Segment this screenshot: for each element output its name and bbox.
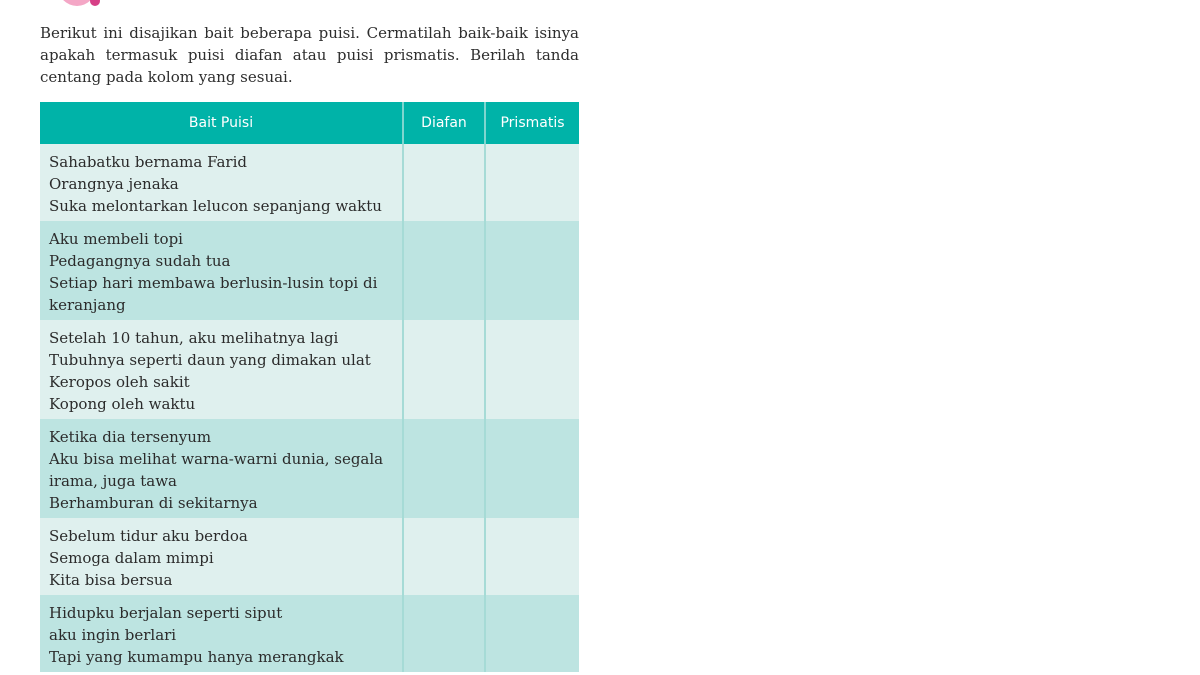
poem-classification-table (40, 102, 579, 672)
table-row (40, 144, 579, 221)
prismatis-check-cell[interactable] (485, 595, 579, 672)
decorative-illustration (58, 0, 104, 8)
poem-stanza-cell (40, 419, 403, 518)
diafan-check-cell[interactable] (403, 320, 485, 419)
prismatis-check-cell[interactable] (485, 144, 579, 221)
prismatis-check-cell[interactable] (485, 419, 579, 518)
table-row (40, 419, 579, 518)
diafan-check-cell[interactable] (403, 419, 485, 518)
diafan-check-cell[interactable] (403, 221, 485, 320)
diafan-check-cell[interactable] (403, 518, 485, 595)
poem-line: Keropos oleh sakit (49, 373, 190, 391)
table-row (40, 320, 579, 419)
instructions-text: Berikut ini disajikan bait beberapa puisi. Cermatilah baik-baik isinya apakah termasuk puisi diafan atau puisi prismatis. Berilah tanda centang pada kolom yang sesuai. (40, 24, 579, 86)
poem-line: aku ingin berlari (49, 626, 177, 644)
table-header-row (40, 102, 579, 144)
column-header-diafan: Diafan (403, 102, 485, 144)
poem-line: Sahabatku bernama Farid (49, 153, 248, 171)
poem-line: Setelah 10 tahun, aku melihatnya lagi (49, 329, 339, 347)
poem-stanza-cell (40, 221, 403, 320)
table-row (40, 221, 579, 320)
poem-line: Tubuhnya seperti daun yang dimakan ulat (49, 351, 371, 369)
column-header-bait-puisi: Bait Puisi (40, 102, 403, 144)
decorative-dot (90, 0, 100, 6)
poem-line: Aku membeli topi (49, 230, 183, 248)
table-row (40, 595, 579, 672)
poem-line: Suka melontarkan lelucon sepanjang waktu (49, 197, 382, 215)
poem-line: Aku bisa melihat warna-warni dunia, segala irama, juga tawa (49, 450, 384, 490)
poem-line: Hidupku berjalan seperti siput (49, 604, 283, 622)
prismatis-check-cell[interactable] (485, 518, 579, 595)
poem-line: Kita bisa bersua (49, 571, 173, 589)
prismatis-check-cell[interactable] (485, 320, 579, 419)
poem-line: Setiap hari membawa berlusin-lusin topi di keranjang (49, 274, 378, 314)
poem-line: Berhamburan di sekitarnya (49, 494, 258, 512)
poem-line: Semoga dalam mimpi (49, 549, 214, 567)
poem-line: Ketika dia tersenyum (49, 428, 212, 446)
poem-line: Tapi yang kumampu hanya merangkak (49, 648, 344, 666)
poem-line: Orangnya jenaka (49, 175, 179, 193)
prismatis-check-cell[interactable] (485, 221, 579, 320)
poem-stanza-cell (40, 518, 403, 595)
poem-stanza-cell (40, 144, 403, 221)
diafan-check-cell[interactable] (403, 144, 485, 221)
poem-line: Sebelum tidur aku berdoa (49, 527, 248, 545)
poem-stanza-cell (40, 320, 403, 419)
column-header-prismatis: Prismatis (485, 102, 579, 144)
poem-stanza-cell (40, 595, 403, 672)
poem-line: Pedagangnya sudah tua (49, 252, 231, 270)
diafan-check-cell[interactable] (403, 595, 485, 672)
table-row (40, 518, 579, 595)
poem-line: Kopong oleh waktu (49, 395, 196, 413)
